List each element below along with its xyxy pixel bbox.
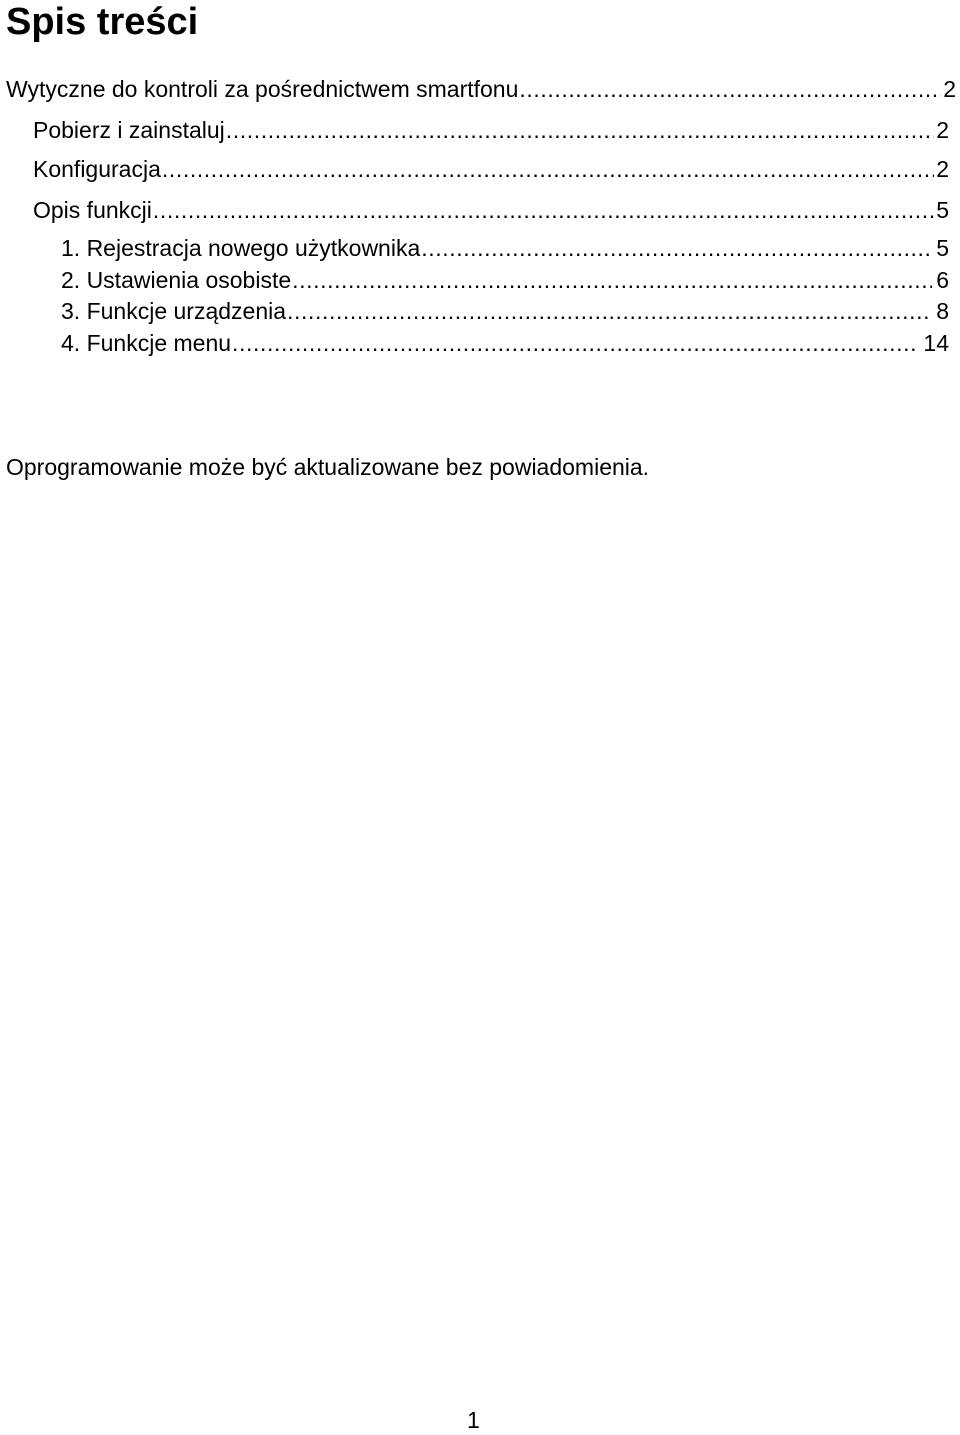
toc-entry-page: 6 xyxy=(936,267,949,293)
toc-dot-leader xyxy=(519,74,941,104)
toc-dot-leader xyxy=(287,296,932,326)
toc-entry-label: Opis funkcji xyxy=(33,197,152,223)
toc-dot-leader xyxy=(162,154,934,184)
toc-entry-label: Konfiguracja xyxy=(33,156,161,182)
toc-entry-page: 14 xyxy=(923,330,949,356)
page-number: 1 xyxy=(467,1407,480,1433)
toc-entry-ustawienia[interactable] xyxy=(61,265,949,295)
toc-dot-leader xyxy=(292,265,932,295)
toc-entry-page: 2 xyxy=(936,117,949,143)
page-title: Spis treści xyxy=(6,1,199,43)
toc-entry-konfiguracja[interactable] xyxy=(33,154,949,184)
toc-entry-opis-funkcji[interactable] xyxy=(33,195,949,225)
toc-entry-page: 8 xyxy=(936,298,949,324)
toc-entry-label: 3. Funkcje urządzenia xyxy=(61,298,287,324)
update-notice: Oprogramowanie może być aktualizowane bez powiadomienia. xyxy=(6,454,650,480)
toc-entry-rejestracja[interactable] xyxy=(61,233,949,263)
toc-entry-label: 2. Ustawienia osobiste xyxy=(61,267,292,293)
toc-dot-leader xyxy=(153,195,934,225)
toc-dot-leader xyxy=(226,115,934,145)
toc-entry-label: 1. Rejestracja nowego użytkownika xyxy=(61,235,421,261)
toc-entry-wytyczne[interactable] xyxy=(6,74,956,104)
toc-entry-funkcje-menu[interactable] xyxy=(61,328,949,358)
toc-entry-label: Pobierz i zainstaluj xyxy=(33,117,225,143)
toc-entry-funkcje-urzadzenia[interactable] xyxy=(61,296,949,326)
toc-entry-page: 2 xyxy=(943,76,956,102)
toc-entry-page: 5 xyxy=(936,197,949,223)
toc-entry-label: Wytyczne do kontroli za pośrednictwem smartfonu xyxy=(6,76,519,102)
toc-entry-page: 2 xyxy=(936,156,949,182)
toc-entry-pobierz[interactable] xyxy=(33,115,949,145)
toc-dot-leader xyxy=(421,233,932,263)
toc-dot-leader xyxy=(232,328,919,358)
toc-entry-label: 4. Funkcje menu xyxy=(61,330,232,356)
toc-entry-page: 5 xyxy=(936,235,949,261)
